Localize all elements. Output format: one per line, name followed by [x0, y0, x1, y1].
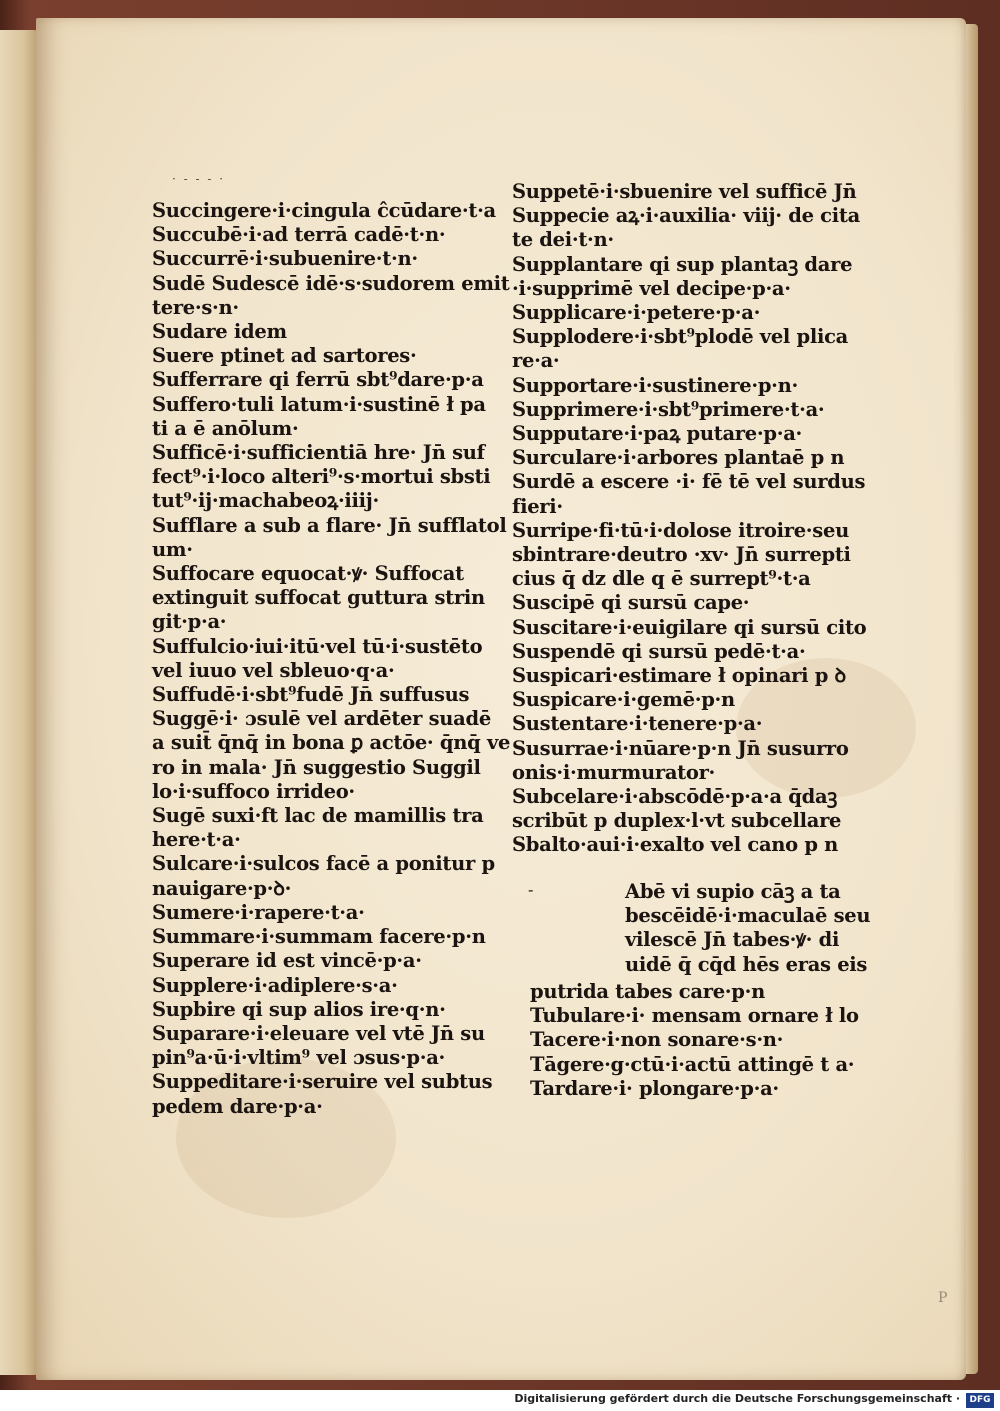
text-line: te dei·t·n·	[512, 228, 614, 252]
footer-credit-text: Digitalisierung gefördert durch die Deutsche Forschungsgemeinschaft ·	[514, 1392, 960, 1405]
text-line: cius q̄ dz dle q ē surrept⁹·t·a	[512, 567, 811, 591]
text-line: Sugē suxi·ft lac de mamillis tra	[152, 804, 484, 828]
text-line: vilescē Jn̄ tabes·ꝟ· di	[625, 928, 840, 952]
text-line: Supbire qi sup alios ire·q·n·	[152, 997, 446, 1021]
text-line: pin⁹a·ū·i·vltim⁹ vel ɔsus·p·a·	[152, 1046, 446, 1070]
text-line: Suggē·i· ɔsulē vel ardēter suadē	[152, 707, 491, 731]
text-line: Suere ptinet ad sartores·	[152, 344, 417, 368]
text-line: Sustentare·i·tenere·p·a·	[512, 712, 763, 736]
text-line: Suffudē·i·sbt⁹fudē Jn̄ suffusus	[152, 683, 470, 707]
text-line: Tardare·i· plongare·p·a·	[530, 1076, 779, 1100]
text-line: Suppetē·i·sbuenire vel sufficē Jn̄	[512, 180, 857, 203]
text-line: Surripe·fi·tū·i·dolose itroire·seu	[512, 518, 849, 542]
text-line: Succingere·i·cingula ĉcūdare·t·a	[152, 199, 496, 222]
text-line: re·a·	[512, 349, 560, 373]
text-line: tut⁹·ij·machabeoꝝ·iiij·	[152, 489, 380, 513]
text-line: Suffocare equocat·ꝟ· Suffocat	[152, 562, 464, 586]
text-line: fect⁹·i·loco alteri⁹·s·mortui sbsti	[152, 465, 491, 489]
text-line: a suit̄ q̄nq̄ in bona ꝑ actōe· q̄nq̄ ve	[152, 731, 511, 755]
text-line: Suppecie aꝝ·i·auxilia· viij· de cita	[512, 204, 860, 228]
page-corner-mark: P	[938, 1290, 948, 1306]
text-line: Susurrae·i·nūare·p·n Jn̄ susurro	[512, 736, 849, 760]
text-line: Superare id est vincē·p·a·	[152, 949, 422, 973]
text-line: uidē q̄ cq̄d hēs eras eis	[625, 952, 868, 976]
text-line: Succurrē·i·subuenire·t·n·	[152, 247, 418, 271]
text-line: Supputare·i·paꝝ putare·p·a·	[512, 422, 803, 446]
text-line: bescēidē·i·maculaē seu	[625, 904, 871, 928]
text-line: Sudē Sudescē idē·s·sudorem emit	[152, 271, 510, 295]
text-line: pedem dare·p·a·	[152, 1094, 323, 1118]
text-line: ro in mala· Jn̄ suggestio Suggil	[152, 755, 481, 779]
text-column-right	[512, 180, 867, 858]
dfg-logo-icon: DFG	[966, 1393, 994, 1408]
text-line: Abē vi supio cāꝫ a ta	[625, 880, 841, 903]
text-line: Supplodere·i·sbt⁹plodē vel plica	[512, 325, 848, 349]
text-line: Supplere·i·adiplere·s·a·	[152, 973, 398, 997]
text-line: Tāgere·g·ctū·i·actū attingē t a·	[530, 1052, 855, 1076]
left-page-edge	[0, 30, 40, 1375]
text-column-left	[152, 199, 511, 1119]
text-line: Suparare·i·eleuare vel vtē Jn̄ su	[152, 1021, 485, 1045]
text-line: vel iuuo vel sbleuo·q·a·	[152, 658, 395, 682]
text-line: um·	[152, 537, 193, 561]
text-line: ti a ē anōlum·	[152, 416, 299, 440]
text-line: tere·s·n·	[152, 295, 239, 319]
text-line: Suspendē qi sursū pedē·t·a·	[512, 639, 806, 663]
text-line: Sufficē·i·sufficientiā hre· Jn̄ suf	[152, 441, 485, 465]
text-line: Surculare·i·arbores plantaē p n	[512, 446, 845, 470]
text-line: Suffulcio·iui·itū·vel tū·i·sustēto	[152, 634, 483, 658]
text-line: Sudare idem	[152, 320, 287, 344]
text-block-indented	[625, 880, 871, 977]
text-line: Tacere·i·non sonare·s·n·	[530, 1028, 784, 1052]
text-line: nauigare·p·ꝺ·	[152, 876, 292, 900]
text-column-right-lower	[530, 980, 859, 1101]
text-line: Suppeditare·i·seruire vel subtus	[152, 1070, 493, 1094]
text-line: Sufferrare qi ferrū sbt⁹dare·p·a	[152, 368, 484, 392]
text-line: Suscipē qi sursū cape·	[512, 591, 750, 615]
text-line: Suffero·tuli latum·i·sustinē ł pa	[152, 392, 486, 416]
text-line: Suscitare·i·euigilare qi sursū cito	[512, 615, 867, 639]
text-line: Supprimere·i·sbt⁹primere·t·a·	[512, 397, 825, 421]
text-line: ·i·supprimē vel decipe·p·a·	[512, 276, 791, 300]
text-line: Tubulare·i· mensam ornare ł lo	[530, 1004, 859, 1028]
dash-mark: -	[528, 880, 534, 899]
ornament-marks: · - - - ·	[172, 172, 226, 186]
text-line: onis·i·murmurator·	[512, 760, 716, 784]
text-line: here·t·a·	[152, 828, 241, 852]
text-line: Sbalto·aui·i·exalto vel cano p n	[512, 833, 839, 857]
text-line: Supportare·i·sustinere·p·n·	[512, 373, 799, 397]
text-line: Suspicare·i·gemē·p·n	[512, 688, 735, 712]
text-line: Supplantare qi sup plantaꝫ dare	[512, 252, 853, 276]
page-fore-edge	[966, 24, 978, 1374]
digitization-footer	[0, 1390, 1000, 1411]
text-line: Summare·i·summam facere·p·n	[152, 925, 486, 949]
text-line: sbintrare·deutro ·xv· Jn̄ surrepti	[512, 543, 851, 567]
text-line: fieri·	[512, 494, 563, 518]
text-line: putrida tabes care·p·n	[530, 980, 765, 1003]
text-line: scribūt p duplex·l·vt subcellare	[512, 809, 842, 833]
text-line: Supplicare·i·petere·p·a·	[512, 301, 761, 325]
text-line: git·p·a·	[152, 610, 227, 634]
text-line: extinguit suffocat guttura strin	[152, 586, 485, 610]
text-line: lo·i·suffoco irrideo·	[152, 779, 355, 803]
text-line: Sulcare·i·sulcos facē a ponitur p	[152, 852, 495, 876]
text-line: Succubē·i·ad terrā cadē·t·n·	[152, 223, 446, 247]
text-line: Subcelare·i·abscōdē·p·a·a q̄daꝫ	[512, 785, 837, 809]
text-line: Surdē a escere ·i· fē tē vel surdus	[512, 470, 866, 494]
text-line: Sumere·i·rapere·t·a·	[152, 900, 365, 924]
text-line: Suspicari·estimare ł opinari p ꝺ	[512, 664, 846, 688]
text-line: Sufflare a sub a flare· Jn̄ sufflatol	[152, 513, 507, 537]
